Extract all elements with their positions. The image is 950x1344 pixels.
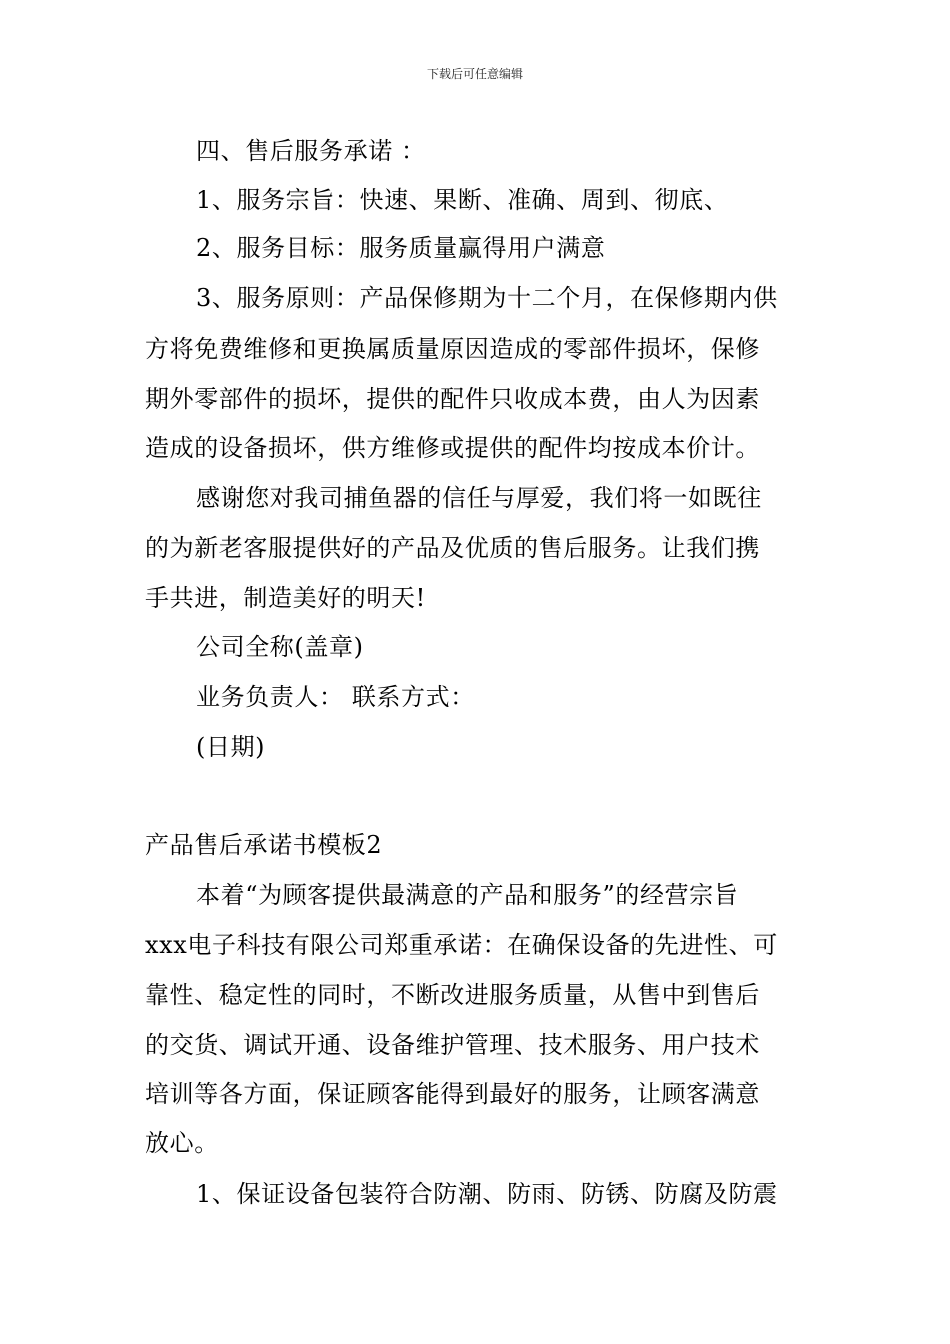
paragraph-line: 的为新老客服提供好的产品及优质的售后服务。让我们携 [145,534,760,562]
paragraph-line: 培训等各方面，保证顾客能得到最好的服务，让顾客满意 [145,1080,760,1108]
company-name-line: 公司全称(盖章) [196,633,364,661]
paragraph-line: 本着“为顾客提供最满意的产品和服务”的经营宗旨 [196,881,739,909]
paragraph-line: 的交货、调试开通、设备维护管理、技术服务、用户技术 [145,1031,760,1059]
paragraph-line: 方将免费维修和更换属质量原因造成的零部件损坏，保修 [145,335,760,363]
paragraph-line: xxx电子科技有限公司郑重承诺：在确保设备的先进性、可 [145,931,778,959]
paragraph-line: 2、服务目标：服务质量赢得用户满意 [196,234,606,262]
paragraph-line: 3、服务原则：产品保修期为十二个月，在保修期内供 [196,284,778,312]
date-line: (日期) [196,733,266,761]
paragraph-line: 感谢您对我司捕鱼器的信任与厚爱，我们将一如既往 [196,484,762,512]
paragraph-line: 1、保证设备包装符合防潮、防雨、防锈、防腐及防震 [196,1180,778,1208]
paragraph-line: 放心。 [145,1129,219,1157]
paragraph-line: 手共进，制造美好的明天! [145,584,426,612]
page-header-note: 下载后可任意编辑 [426,67,523,81]
contact-line: 业务负责人： 联系方式： [196,683,475,711]
paragraph-line: 靠性、稳定性的同时，不断改进服务质量，从售中到售后 [145,981,760,1009]
paragraph-line: 造成的设备损坏，供方维修或提供的配件均按成本价计。 [145,434,760,462]
section-heading: 四、售后服务承诺 ： [196,137,426,165]
template-title: 产品售后承诺书模板2 [145,831,383,859]
paragraph-line: 1、服务宗旨：快速、果断、准确、周到、彻底、 [196,186,729,214]
paragraph-line: 期外零部件的损坏，提供的配件只收成本费，由人为因素 [145,385,760,413]
